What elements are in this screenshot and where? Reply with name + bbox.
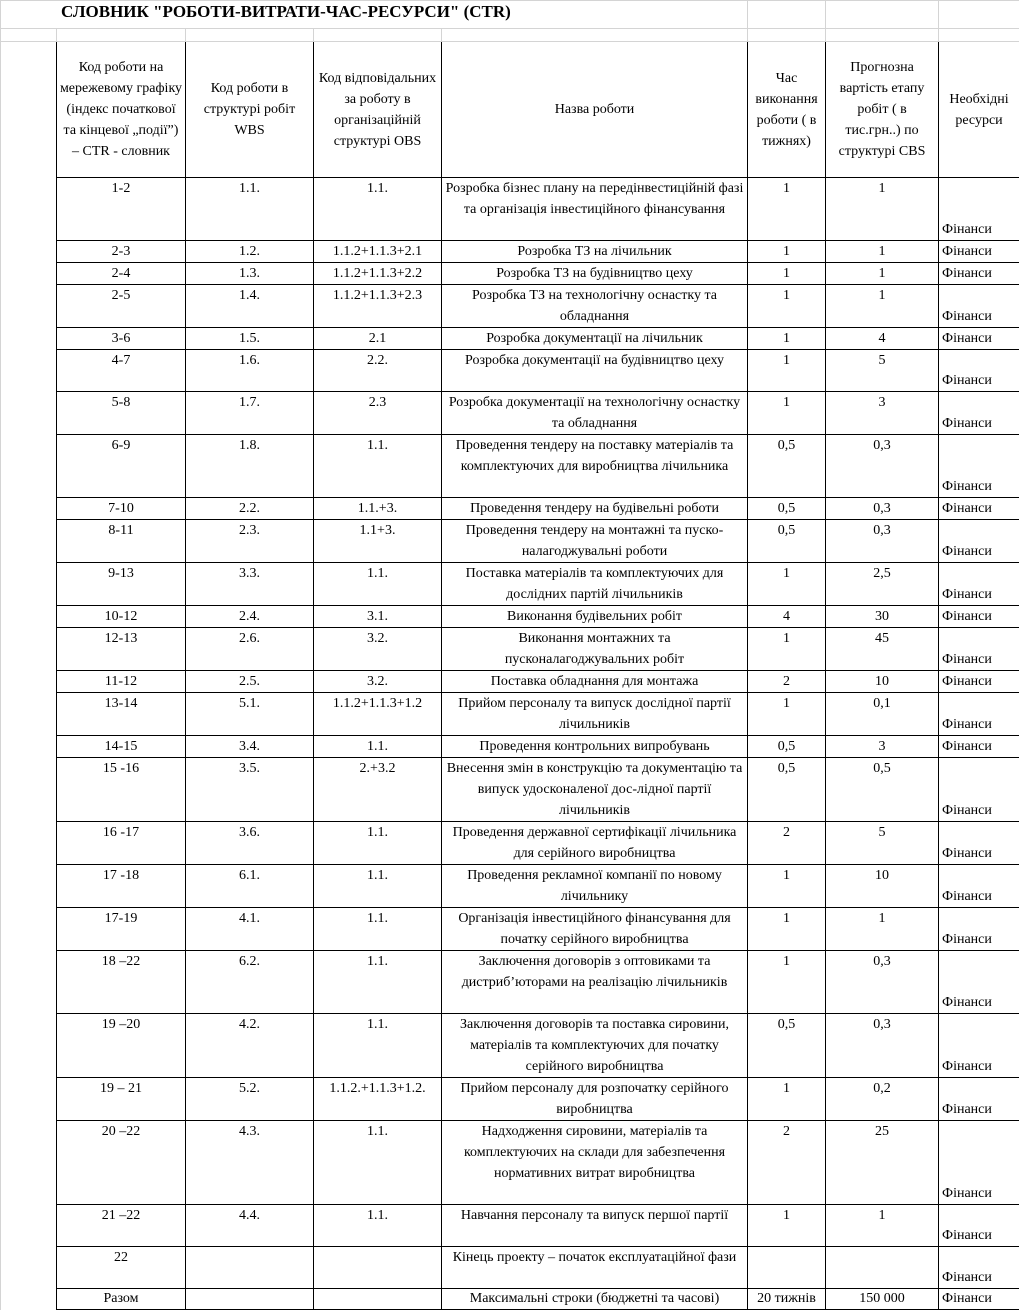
cell-resources: Фінанси <box>939 606 1019 628</box>
cell-name: Прийом персоналу для розпочатку серійного виробництва <box>442 1078 748 1121</box>
cell-wbs: 3.5. <box>186 758 314 822</box>
cell-wbs: 2.3. <box>186 520 314 563</box>
cell-obs: 1.1.2+1.1.3+2.3 <box>314 285 442 328</box>
cell-resources: Фінанси <box>939 1078 1019 1121</box>
cell-ctr: 8-11 <box>57 520 186 563</box>
cell-time: 1 <box>748 1078 826 1121</box>
cell-ctr: 16 -17 <box>57 822 186 865</box>
cell-ctr: 2-5 <box>57 285 186 328</box>
cell-cost: 5 <box>826 822 939 865</box>
cell-name: Проведення рекламної компанії по новому лічильнику <box>442 865 748 908</box>
sheet-title: СЛОВНИК "РОБОТИ-ВИТРАТИ-ЧАС-РЕСУРСИ" (CTR) <box>1 1 748 29</box>
cell-time: 2 <box>748 671 826 693</box>
cell-wbs: 1.6. <box>186 350 314 392</box>
cell-obs: 3.2. <box>314 671 442 693</box>
cell-resources: Фінанси <box>939 520 1019 563</box>
cell-resources: Фінанси <box>939 758 1019 822</box>
cell-cost: 25 <box>826 1121 939 1205</box>
cell-time: 1 <box>748 908 826 951</box>
cell-wbs: 1.7. <box>186 392 314 435</box>
cell-ctr: 19 –20 <box>57 1014 186 1078</box>
table-row <box>1 392 1019 435</box>
cell-cost: 0,3 <box>826 1014 939 1078</box>
table-row <box>1 1014 1019 1078</box>
table-row <box>1 693 1019 736</box>
cell-name: Прийом персоналу та випуск дослідної партії лічильників <box>442 693 748 736</box>
cell-ctr: 15 -16 <box>57 758 186 822</box>
table-row <box>1 671 1019 693</box>
cell-cost: 5 <box>826 350 939 392</box>
cell-cost: 1 <box>826 285 939 328</box>
table-row <box>1 498 1019 520</box>
cell-name: Внесення змін в конструкцію та документацію та випуск удосконаленої дос-лідної партії лічильників <box>442 758 748 822</box>
cell-wbs: 3.6. <box>186 822 314 865</box>
cell-obs: 3.1. <box>314 606 442 628</box>
cell-time: 1 <box>748 865 826 908</box>
cell-resources: Фінанси <box>939 241 1019 263</box>
cell-wbs: 6.1. <box>186 865 314 908</box>
cell-name: Проведення тендеру на поставку матеріалів та комплектуючих для виробництва лічильника <box>442 435 748 498</box>
cell-obs: 1.1+3. <box>314 520 442 563</box>
cell-obs: 1.1. <box>314 822 442 865</box>
cell-cost: 4 <box>826 328 939 350</box>
cell-obs <box>314 1247 442 1289</box>
cell-obs: 1.1. <box>314 1205 442 1247</box>
cell-cost: 0,3 <box>826 498 939 520</box>
cell-cost: 0,2 <box>826 1078 939 1121</box>
cell-name: Проведення тендеру на будівельні роботи <box>442 498 748 520</box>
table-row <box>1 1289 1019 1310</box>
header-cost: Прогнозна вартість етапу робіт ( в тис.грн..) по структурі CBS <box>826 42 939 178</box>
cell-resources: Фінанси <box>939 1247 1019 1289</box>
cell-ctr: Разом <box>57 1289 186 1310</box>
header-resources: Необхідні ресурси <box>939 42 1019 178</box>
cell-cost: 0,5 <box>826 758 939 822</box>
cell-time: 1 <box>748 628 826 671</box>
cell-ctr: 17-19 <box>57 908 186 951</box>
cell-cost: 1 <box>826 178 939 241</box>
cell-resources: Фінанси <box>939 498 1019 520</box>
cell-ctr: 12-13 <box>57 628 186 671</box>
cell-obs: 1.1. <box>314 1014 442 1078</box>
cell-obs: 2.+3.2 <box>314 758 442 822</box>
cell-resources: Фінанси <box>939 736 1019 758</box>
cell-obs: 1.1. <box>314 1121 442 1205</box>
cell-obs: 1.1. <box>314 951 442 1014</box>
header-name: Назва роботи <box>442 42 748 178</box>
cell-ctr: 14-15 <box>57 736 186 758</box>
table-row <box>1 1205 1019 1247</box>
cell-ctr: 6-9 <box>57 435 186 498</box>
cell-cost <box>826 1247 939 1289</box>
cell-obs: 2.2. <box>314 350 442 392</box>
cell-time: 1 <box>748 1205 826 1247</box>
cell-cost: 10 <box>826 671 939 693</box>
header-time: Час виконання роботи ( в тижнях) <box>748 42 826 178</box>
cell-name: Проведення державної сертифікації лічильника для серійного виробництва <box>442 822 748 865</box>
cell-obs: 2.3 <box>314 392 442 435</box>
cell-wbs: 1.3. <box>186 263 314 285</box>
cell-cost: 0,3 <box>826 435 939 498</box>
cell-ctr: 1-2 <box>57 178 186 241</box>
cell-wbs: 3.4. <box>186 736 314 758</box>
cell-time: 1 <box>748 241 826 263</box>
table-row <box>1 951 1019 1014</box>
cell-time: 1 <box>748 178 826 241</box>
cell-cost: 0,3 <box>826 520 939 563</box>
table-row <box>1 1121 1019 1205</box>
cell-resources: Фінанси <box>939 263 1019 285</box>
cell-obs: 1.1. <box>314 908 442 951</box>
cell-resources: Фінанси <box>939 392 1019 435</box>
header-obs: Код відповідальних за роботу в організаційній структурі OBS <box>314 42 442 178</box>
table-row <box>1 758 1019 822</box>
table-row <box>1 628 1019 671</box>
cell-obs: 1.1.2+1.1.3+2.2 <box>314 263 442 285</box>
cell-time: 1 <box>748 392 826 435</box>
cell-wbs: 1.8. <box>186 435 314 498</box>
cell-resources: Фінанси <box>939 671 1019 693</box>
cell-resources: Фінанси <box>939 951 1019 1014</box>
table-row <box>1 1078 1019 1121</box>
cell-wbs <box>186 1289 314 1310</box>
cell-obs: 1.1.2+1.1.3+2.1 <box>314 241 442 263</box>
table-row <box>1 178 1019 241</box>
cell-name: Організація інвестиційного фінансування для початку серійного виробництва <box>442 908 748 951</box>
cell-ctr: 13-14 <box>57 693 186 736</box>
cell-time: 0,5 <box>748 736 826 758</box>
cell-cost: 150 000 <box>826 1289 939 1310</box>
cell-resources: Фінанси <box>939 908 1019 951</box>
cell-time <box>748 1247 826 1289</box>
cell-obs: 1.1. <box>314 178 442 241</box>
table-row <box>1 328 1019 350</box>
cell-obs: 1.1.2.+1.1.3+1.2. <box>314 1078 442 1121</box>
cell-ctr: 2-3 <box>57 241 186 263</box>
cell-resources: Фінанси <box>939 435 1019 498</box>
cell-name: Заключення договорів та поставка сировини, матеріалів та комплектуючих для початку серійного виробництва <box>442 1014 748 1078</box>
cell-wbs: 6.2. <box>186 951 314 1014</box>
cell-wbs: 2.6. <box>186 628 314 671</box>
cell-obs: 1.1.2+1.1.3+1.2 <box>314 693 442 736</box>
cell-resources: Фінанси <box>939 865 1019 908</box>
cell-name: Розробка документації на технологічну оснастку та обладнання <box>442 392 748 435</box>
cell-wbs <box>186 1247 314 1289</box>
cell-cost: 0,3 <box>826 951 939 1014</box>
cell-ctr: 22 <box>57 1247 186 1289</box>
cell-name: Розробка ТЗ на технологічну оснастку та обладнання <box>442 285 748 328</box>
cell-ctr: 5-8 <box>57 392 186 435</box>
cell-obs: 1.1. <box>314 435 442 498</box>
cell-name: Максимальні строки (бюджетні та часові) <box>442 1289 748 1310</box>
cell-time: 1 <box>748 328 826 350</box>
cell-wbs: 4.2. <box>186 1014 314 1078</box>
cell-resources: Фінанси <box>939 350 1019 392</box>
cell-wbs: 4.1. <box>186 908 314 951</box>
cell-name: Проведення тендеру на монтажні та пуско-налагоджувальні роботи <box>442 520 748 563</box>
cell-time: 0,5 <box>748 1014 826 1078</box>
cell-cost: 1 <box>826 1205 939 1247</box>
cell-name: Виконання будівельних робіт <box>442 606 748 628</box>
cell-name: Кінець проекту – початок експлуатаційної фази <box>442 1247 748 1289</box>
cell-resources: Фінанси <box>939 328 1019 350</box>
cell-cost: 1 <box>826 263 939 285</box>
cell-cost: 2,5 <box>826 563 939 606</box>
cell-time: 2 <box>748 1121 826 1205</box>
table-row <box>1 865 1019 908</box>
cell-obs <box>314 1289 442 1310</box>
cell-cost: 30 <box>826 606 939 628</box>
cell-wbs: 5.1. <box>186 693 314 736</box>
cell-resources: Фінанси <box>939 1289 1019 1310</box>
cell-ctr: 2-4 <box>57 263 186 285</box>
cell-wbs: 2.2. <box>186 498 314 520</box>
cell-cost: 0,1 <box>826 693 939 736</box>
cell-obs: 1.1. <box>314 865 442 908</box>
cell-time: 1 <box>748 263 826 285</box>
cell-ctr: 10-12 <box>57 606 186 628</box>
table-row <box>1 908 1019 951</box>
cell-name: Поставка матеріалів та комплектуючих для дослідних партій лічильників <box>442 563 748 606</box>
cell-ctr: 11-12 <box>57 671 186 693</box>
cell-ctr: 4-7 <box>57 350 186 392</box>
cell-ctr: 20 –22 <box>57 1121 186 1205</box>
cell-resources: Фінанси <box>939 1014 1019 1078</box>
cell-time: 1 <box>748 563 826 606</box>
cell-name: Розробка документації на лічильник <box>442 328 748 350</box>
cell-obs: 3.2. <box>314 628 442 671</box>
cell-name: Поставка обладнання для монтажа <box>442 671 748 693</box>
header-ctr: Код роботи на мережевому графіку (індекс початкової та кінцевої „події”) – CTR - словник <box>57 42 186 178</box>
cell-cost: 45 <box>826 628 939 671</box>
table-row <box>1 263 1019 285</box>
cell-name: Розробка бізнес плану на передінвестиційній фазі та організація інвестиційного фінансування <box>442 178 748 241</box>
cell-wbs: 5.2. <box>186 1078 314 1121</box>
table-row <box>1 285 1019 328</box>
cell-time: 20 тижнів <box>748 1289 826 1310</box>
cell-wbs: 4.4. <box>186 1205 314 1247</box>
cell-time: 4 <box>748 606 826 628</box>
table-row <box>1 822 1019 865</box>
table-row <box>1 606 1019 628</box>
table-row <box>1 435 1019 498</box>
cell-wbs: 1.5. <box>186 328 314 350</box>
table-row <box>1 241 1019 263</box>
cell-wbs: 1.1. <box>186 178 314 241</box>
cell-wbs: 4.3. <box>186 1121 314 1205</box>
cell-name: Надходження сировини, матеріалів та комплектуючих на склади для забезпечення нормативних витрат виробництва <box>442 1121 748 1205</box>
cell-resources: Фінанси <box>939 1121 1019 1205</box>
cell-ctr: 17 -18 <box>57 865 186 908</box>
cell-time: 0,5 <box>748 520 826 563</box>
cell-time: 2 <box>748 822 826 865</box>
cell-name: Розробка ТЗ на лічильник <box>442 241 748 263</box>
cell-resources: Фінанси <box>939 1205 1019 1247</box>
cell-wbs: 1.4. <box>186 285 314 328</box>
cell-ctr: 7-10 <box>57 498 186 520</box>
cell-obs: 1.1.+3. <box>314 498 442 520</box>
cell-ctr: 21 –22 <box>57 1205 186 1247</box>
cell-time: 1 <box>748 951 826 1014</box>
cell-time: 1 <box>748 693 826 736</box>
cell-cost: 1 <box>826 241 939 263</box>
cell-time: 0,5 <box>748 758 826 822</box>
cell-resources: Фінанси <box>939 693 1019 736</box>
cell-name: Розробка документації на будівництво цеху <box>442 350 748 392</box>
cell-cost: 3 <box>826 736 939 758</box>
cell-obs: 2.1 <box>314 328 442 350</box>
table-row <box>1 1247 1019 1289</box>
cell-name: Заключення договорів з оптовиками та дистриб’юторами на реалізацію лічильників <box>442 951 748 1014</box>
cell-resources: Фінанси <box>939 822 1019 865</box>
table-row <box>1 520 1019 563</box>
cell-wbs: 3.3. <box>186 563 314 606</box>
cell-resources: Фінанси <box>939 285 1019 328</box>
cell-ctr: 9-13 <box>57 563 186 606</box>
cell-time: 1 <box>748 285 826 328</box>
cell-name: Навчання персоналу та випуск першої партії <box>442 1205 748 1247</box>
cell-resources: Фінанси <box>939 178 1019 241</box>
cell-wbs: 2.5. <box>186 671 314 693</box>
cell-time: 0,5 <box>748 498 826 520</box>
cell-obs: 1.1. <box>314 563 442 606</box>
cell-time: 1 <box>748 350 826 392</box>
cell-wbs: 2.4. <box>186 606 314 628</box>
cell-ctr: 18 –22 <box>57 951 186 1014</box>
cell-ctr: 19 – 21 <box>57 1078 186 1121</box>
cell-resources: Фінанси <box>939 628 1019 671</box>
cell-name: Виконання монтажних та пусконалагоджувальних робіт <box>442 628 748 671</box>
cell-ctr: 3-6 <box>57 328 186 350</box>
cell-cost: 10 <box>826 865 939 908</box>
cell-name: Проведення контрольних випробувань <box>442 736 748 758</box>
table-row <box>1 350 1019 392</box>
cell-wbs: 1.2. <box>186 241 314 263</box>
cell-cost: 3 <box>826 392 939 435</box>
header-wbs: Код роботи в структурі робіт WBS <box>186 42 314 178</box>
cell-cost: 1 <box>826 908 939 951</box>
cell-name: Розробка ТЗ на будівництво цеху <box>442 263 748 285</box>
table-row <box>1 563 1019 606</box>
table-row <box>1 736 1019 758</box>
cell-resources: Фінанси <box>939 563 1019 606</box>
cell-time: 0,5 <box>748 435 826 498</box>
cell-obs: 1.1. <box>314 736 442 758</box>
